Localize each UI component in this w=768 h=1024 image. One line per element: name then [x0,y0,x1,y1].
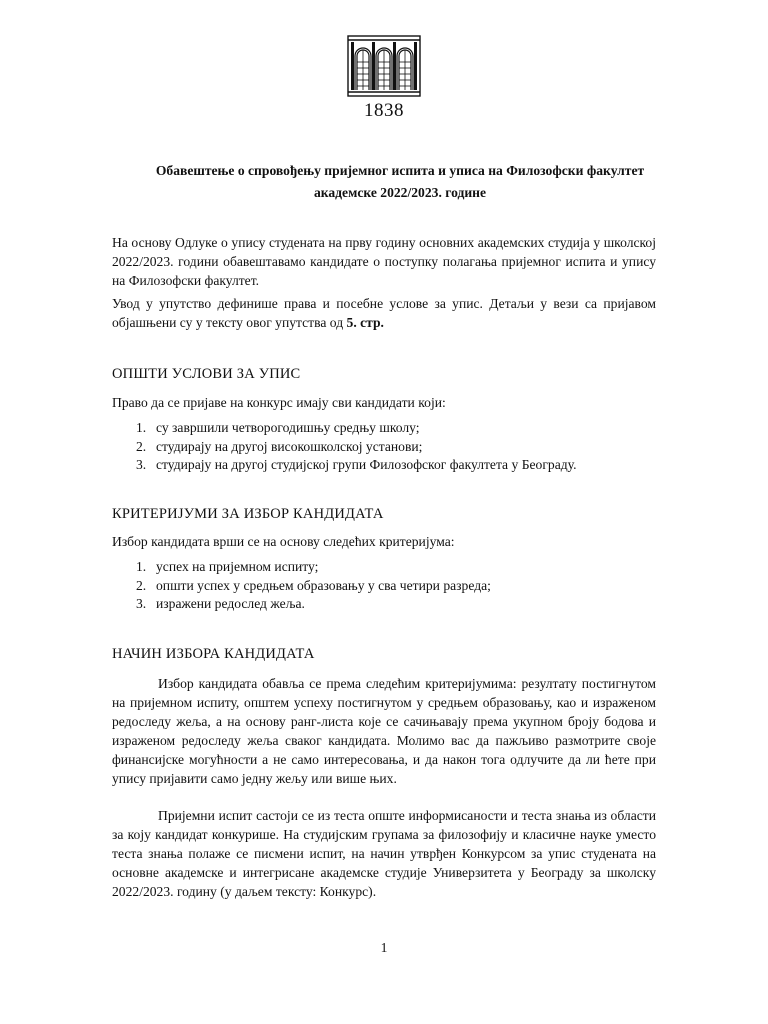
list-item-number: 3. [136,596,147,611]
list-item [112,577,656,596]
list-item [112,595,656,614]
list-item [112,456,656,475]
section3-paragraph-2: Пријемни испит састоји се из теста опште информисаности и теста знања из области за коју кандидат конкурише. На студијским групама за филозофију и класичне науке уместо теста знања полаже се писмени испит, на начин утврђен Конкурсом за упис студената на основне академске и интегрисане академске студије Универзитета у Београду за школску 2022/2023. годину (у даљем тексту: Конкурс). [112,808,656,899]
list-item-text: су завршили четворогодишњу средњу школу; [156,420,420,435]
logo-year: 1838 [364,100,404,121]
section1-lead: Право да се пријаве на конкурс имају сви кандидати који: [112,395,446,410]
page-number: 1 [380,940,388,955]
list-item-text: успех на пријемном испиту; [156,559,319,574]
list-item-number: 3. [136,457,147,472]
section1-list [112,419,656,475]
list-item [112,558,656,577]
title-line-1: Обавештење о спровођењу пријемног испита и уписа на Филозофски факултет [155,163,645,178]
list-item-number: 1. [136,420,147,435]
list-item [112,419,656,438]
section2-list [112,558,656,614]
university-logo [344,34,424,121]
intro-page-reference: 5. стр. [346,315,384,330]
list-item-number: 2. [136,577,147,593]
list-item-text: општи успех у средњем образовању у сва четири разреда; [156,577,491,593]
list-item [112,438,656,457]
section-heading-selection-method: НАЧИН ИЗБОРА КАНДИДАТА [112,646,315,662]
section-heading-general-conditions: ОПШТИ УСЛОВИ ЗА УПИС [112,366,301,382]
intro-paragraph-1: На основу Одлуке о упису студената на прву годину основних академских студија у школској 2022/2023. години обавештавамо кандидате о поступку полагања пријемног испита и упису на Филозофски факултет. [112,235,656,288]
section3-paragraph-1: Избор кандидата обавља се према следећим критеријумима: резултату постигнутом на пријемном испиту, општем успеху постигнутом у средњем образовању, као и израженом редоследу жеља, а на основу ранг-листа које се сачињавају према укупном броју бодова и израженом редоследу жеља сваког кандидата. Молимо вас да пажљиво размотрите своје финансијске могућности а не само интересовања, и да након тога одлучите да ли ћете при упису пријавити само једну жељу или више њих. [112,676,656,786]
list-item-number: 2. [136,438,147,454]
section-heading-selection-criteria: КРИТЕРИЈУМИ ЗА ИЗБОР КАНДИДАТА [112,506,384,522]
title-line-2: академске 2022/2023. године [313,185,487,200]
list-item-text: изражени редослед жеља. [156,596,305,611]
page-title [110,160,690,204]
intro-paragraph-2-text: Увод у упутство дефинише права и посебне услове за упис. Детаљи у вези са пријавом објашњени су у тексту овог упутства од [112,296,656,330]
list-item-text: студирају на другој студијској групи Филозофског факултета у Београду. [156,457,577,472]
section2-lead: Избор кандидата врши се на основу следећих критеријума: [112,534,455,549]
arched-facade-logo-icon [346,34,422,98]
list-item-number: 1. [136,559,147,574]
list-item-text: студирају на другој високошколској установи; [156,438,423,454]
intro-paragraph-2 [112,294,656,332]
